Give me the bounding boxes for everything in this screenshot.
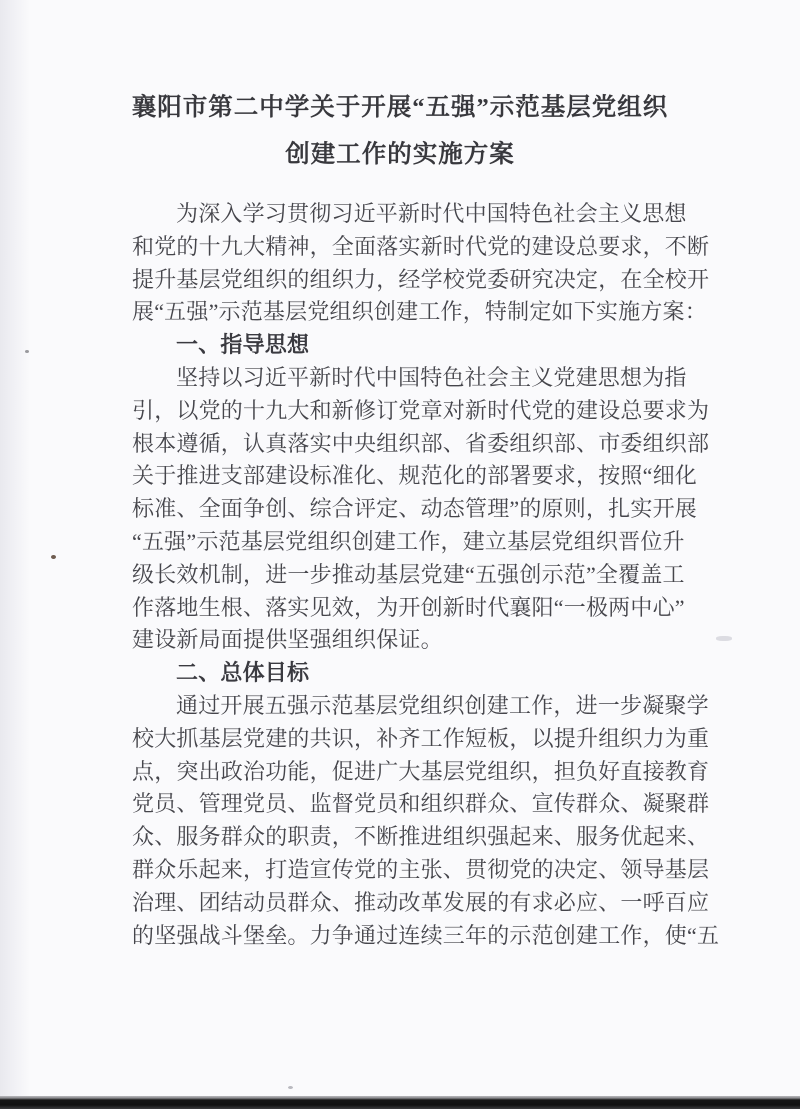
scan-speck bbox=[25, 350, 29, 353]
paragraph-line: 为深入学习贯彻习近平新时代中国特色社会主义思想 bbox=[176, 201, 687, 226]
paragraph-line: 引，以党的十九大和新修订党章对新时代党的建设总要求为 bbox=[132, 397, 710, 423]
scan-smudge bbox=[716, 636, 732, 641]
paragraph-line: 党员、管理党员、监督党员和组织群众、宣传群众、凝聚群 bbox=[132, 791, 710, 817]
paragraph-line: 标准、全面争创、综合评定、动态管理”的原则，扎实开展 bbox=[132, 496, 697, 522]
section-heading: 一、指导思想 bbox=[176, 332, 310, 358]
paragraph-line: 通过开展五强示范基层党组织创建工作，进一步凝聚学 bbox=[176, 692, 709, 718]
document-body bbox=[132, 198, 720, 952]
paragraph-line: 展“五强”示范基层党组织创建工作，特制定如下实施方案： bbox=[132, 299, 707, 325]
paragraph-line: 关于推进支部建设标准化、规范化的部署要求，按照“细化 bbox=[132, 463, 697, 489]
document-title-line-1: 襄阳市第二中学关于开展“五强”示范基层党组织 bbox=[131, 94, 669, 121]
paragraph-line: 治理、团结动员群众、推动改革发展的有求必应、一呼百应 bbox=[132, 889, 710, 915]
paragraph-line: 提升基层党组织的组织力，经学校党委研究决定，在全校开 bbox=[132, 266, 710, 292]
paragraph-line: 群众乐起来，打造宣传党的主张、贯彻党的决定、领导基层 bbox=[132, 856, 710, 882]
paragraph-line: “五强”示范基层党组织创建工作，建立基层党组织晋位升 bbox=[132, 528, 685, 554]
paragraph-line: 和党的十九大精神，全面落实新时代党的建设总要求，不断 bbox=[132, 233, 710, 259]
document-title-line-2: 创建工作的实施方案 bbox=[285, 141, 515, 168]
paragraph-line: 的坚强战斗堡垒。力争通过连续三年的示范创建工作，使“五 bbox=[132, 922, 720, 948]
paragraph-line: 作落地生根、落实见效，为开创新时代襄阳“一极两中心” bbox=[132, 594, 685, 620]
paragraph-line: 级长效机制，进一步推动基层党建“五强创示范”全覆盖工 bbox=[132, 561, 685, 587]
paragraph-line: 建设新局面提供坚强组织保证。 bbox=[132, 627, 443, 653]
document-title bbox=[0, 84, 800, 178]
scan-speck bbox=[288, 1086, 293, 1089]
paragraph-line: 根本遵循，认真落实中央组织部、省委组织部、市委组织部 bbox=[132, 430, 710, 456]
paragraph-line: 点，突出政治功能，促进广大基层党组织，担负好直接教育 bbox=[132, 758, 710, 784]
section-heading: 二、总体目标 bbox=[176, 660, 310, 686]
paragraph-line: 校大抓基层党建的共识，补齐工作短板，以提升组织力为重 bbox=[132, 725, 710, 751]
scan-speck bbox=[51, 555, 56, 559]
paragraph-line: 坚持以习近平新时代中国特色社会主义党建思想为指 bbox=[176, 364, 687, 390]
paragraph-line: 众、服务群众的职责，不断推进组织强起来、服务优起来、 bbox=[132, 824, 710, 850]
scan-bottom-edge bbox=[0, 1096, 800, 1109]
